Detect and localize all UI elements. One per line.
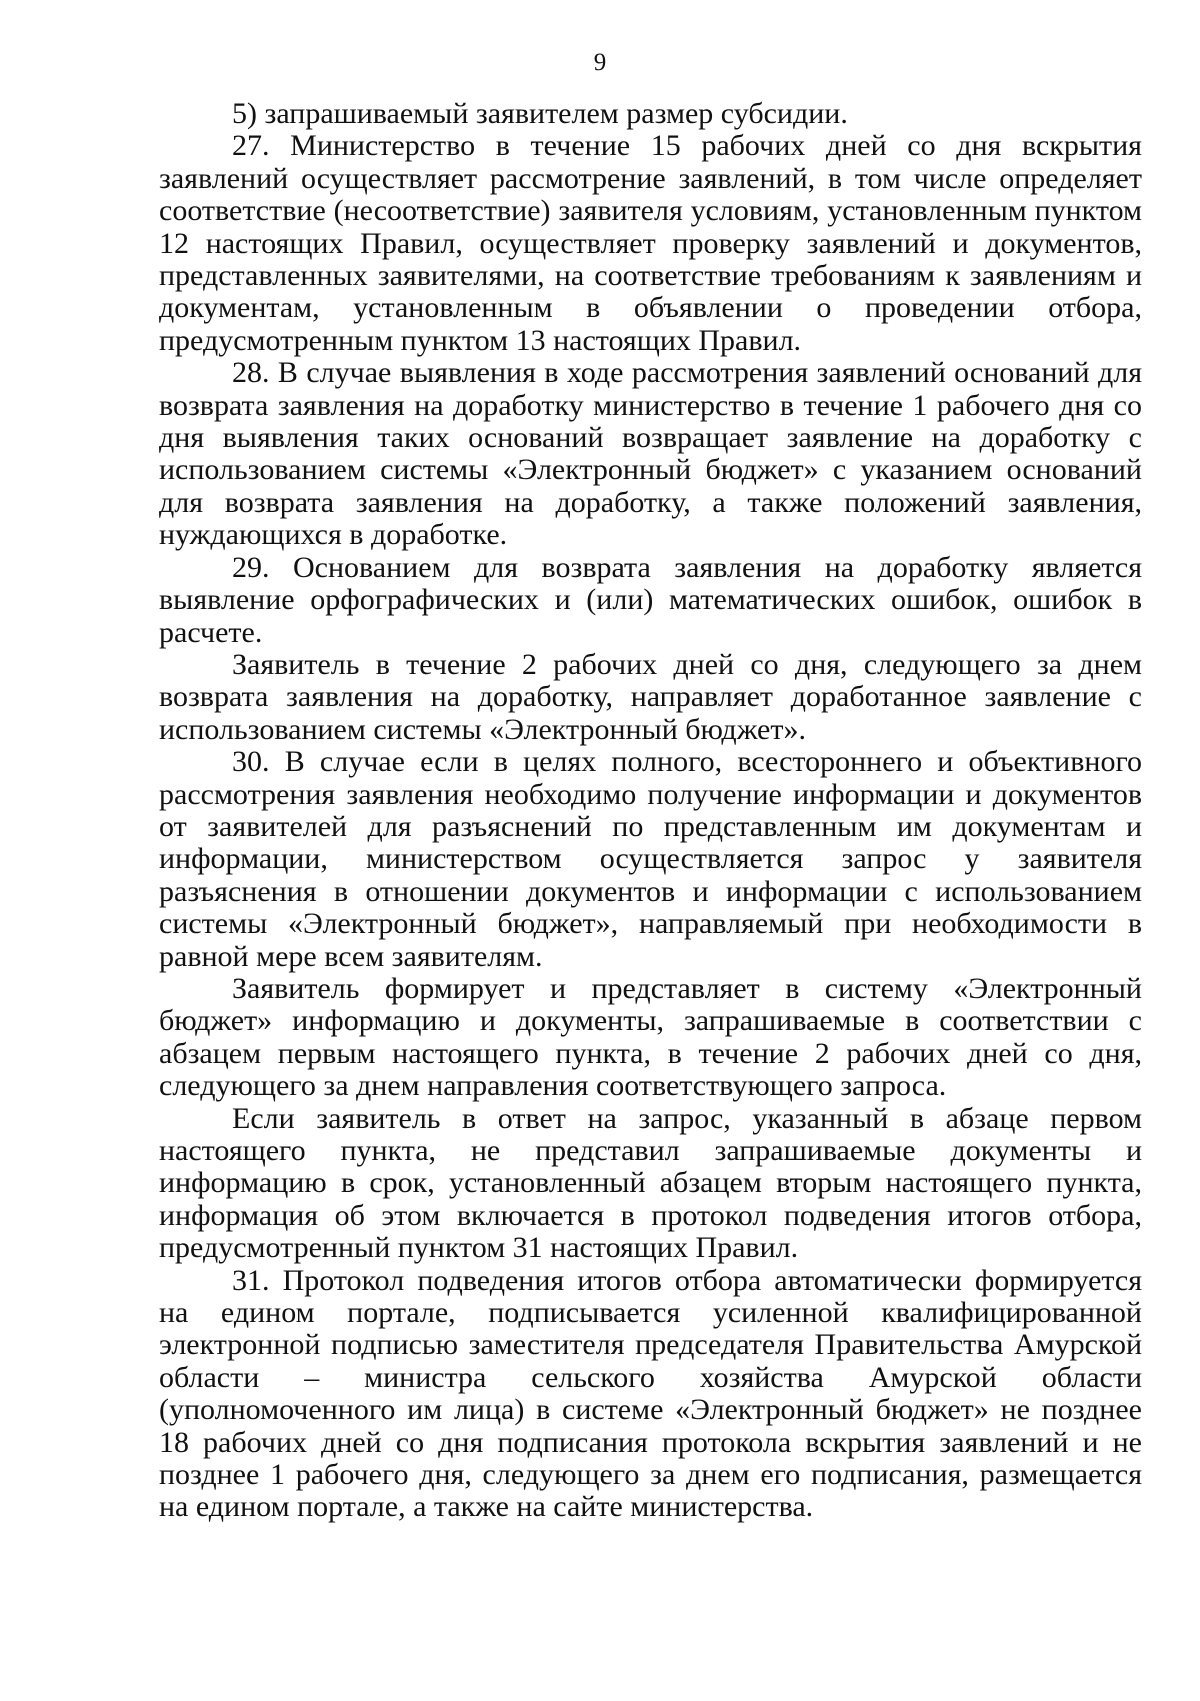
- paragraph-29-continuation: Заявитель в течение 2 рабочих дней со дня, следующего за днем возврата заявления на доработку, направляет доработанное заявление с использованием системы «Электронный бюджет».: [159, 647, 1142, 746]
- paragraph-30-continuation-2: Если заявитель в ответ на запрос, указанный в абзаце первом настоящего пункта, не представил запрашиваемые документы и информацию в срок, установленный абзацем вторым настоящего пункта, информация об этом включается в протокол подведения итогов отбора, предусмотренный пунктом 31 настоящих Правил.: [159, 1101, 1142, 1265]
- paragraph-item-5: 5) запрашиваемый заявителем размер субсидии.: [232, 97, 848, 130]
- paragraph-29: 29. Основанием для возврата заявления на доработку является выявление орфографических и (или) математических ошибок, ошибок в расчете.: [159, 550, 1142, 649]
- paragraph-30-continuation-1: Заявитель формирует и представляет в систему «Электронный бюджет» информацию и документы, запрашиваемые в соответствии с абзацем первым настоящего пункта, в течение 2 рабочих дней со дня, следующего за днем направления соответствующего запроса.: [159, 971, 1142, 1103]
- paragraph-30: 30. В случае если в целях полного, всестороннего и объективного рассмотрения заявления необходимо получение информации и документов от заявителей для разъяснений по представленным им документам и информации, министерством осуществляется запрос у заявителя разъяснения в отношении документов и информации с использованием системы «Электронный бюджет», направляемый при необходимости в равной мере всем заявителям.: [159, 745, 1142, 973]
- page-number: 9: [593, 49, 607, 76]
- document-body: [159, 98, 1142, 1524]
- paragraph-31: 31. Протокол подведения итогов отбора автоматически формируется на едином портале, подписывается усиленной квалифицированной электронной подписью заместителя председателя Правительства Амурской области – министра сельского хозяйства Амурской области (уполномоченного им лица) в системе «Электронный бюджет» не позднее 18 рабочих дней со дня подписания протокола вскрытия заявлений и не позднее 1 рабочего дня, следующего за днем его подписания, размещается на едином портале, а также на сайте министерства.: [159, 1263, 1142, 1524]
- paragraph-27: 27. Министерство в течение 15 рабочих дней со дня вскрытия заявлений осуществляет рассмотрение заявлений, в том числе определяет соответствие (несоответствие) заявителя условиям, установленным пунктом 12 настоящих Правил, осуществляет проверку заявлений и документов, представленных заявителями, на соответствие требованиям к заявлениям и документам, установленным в объявлении о проведении отбора, предусмотренным пунктом 13 настоящих Правил.: [159, 129, 1142, 357]
- paragraph-28: 28. В случае выявления в ходе рассмотрения заявлений оснований для возврата заявления на доработку министерство в течение 1 рабочего дня со дня выявления таких оснований возвращает заявление на доработку с использованием системы «Электронный бюджет» с указанием оснований для возврата заявления на доработку, а также положений заявления, нуждающихся в доработке.: [159, 356, 1142, 552]
